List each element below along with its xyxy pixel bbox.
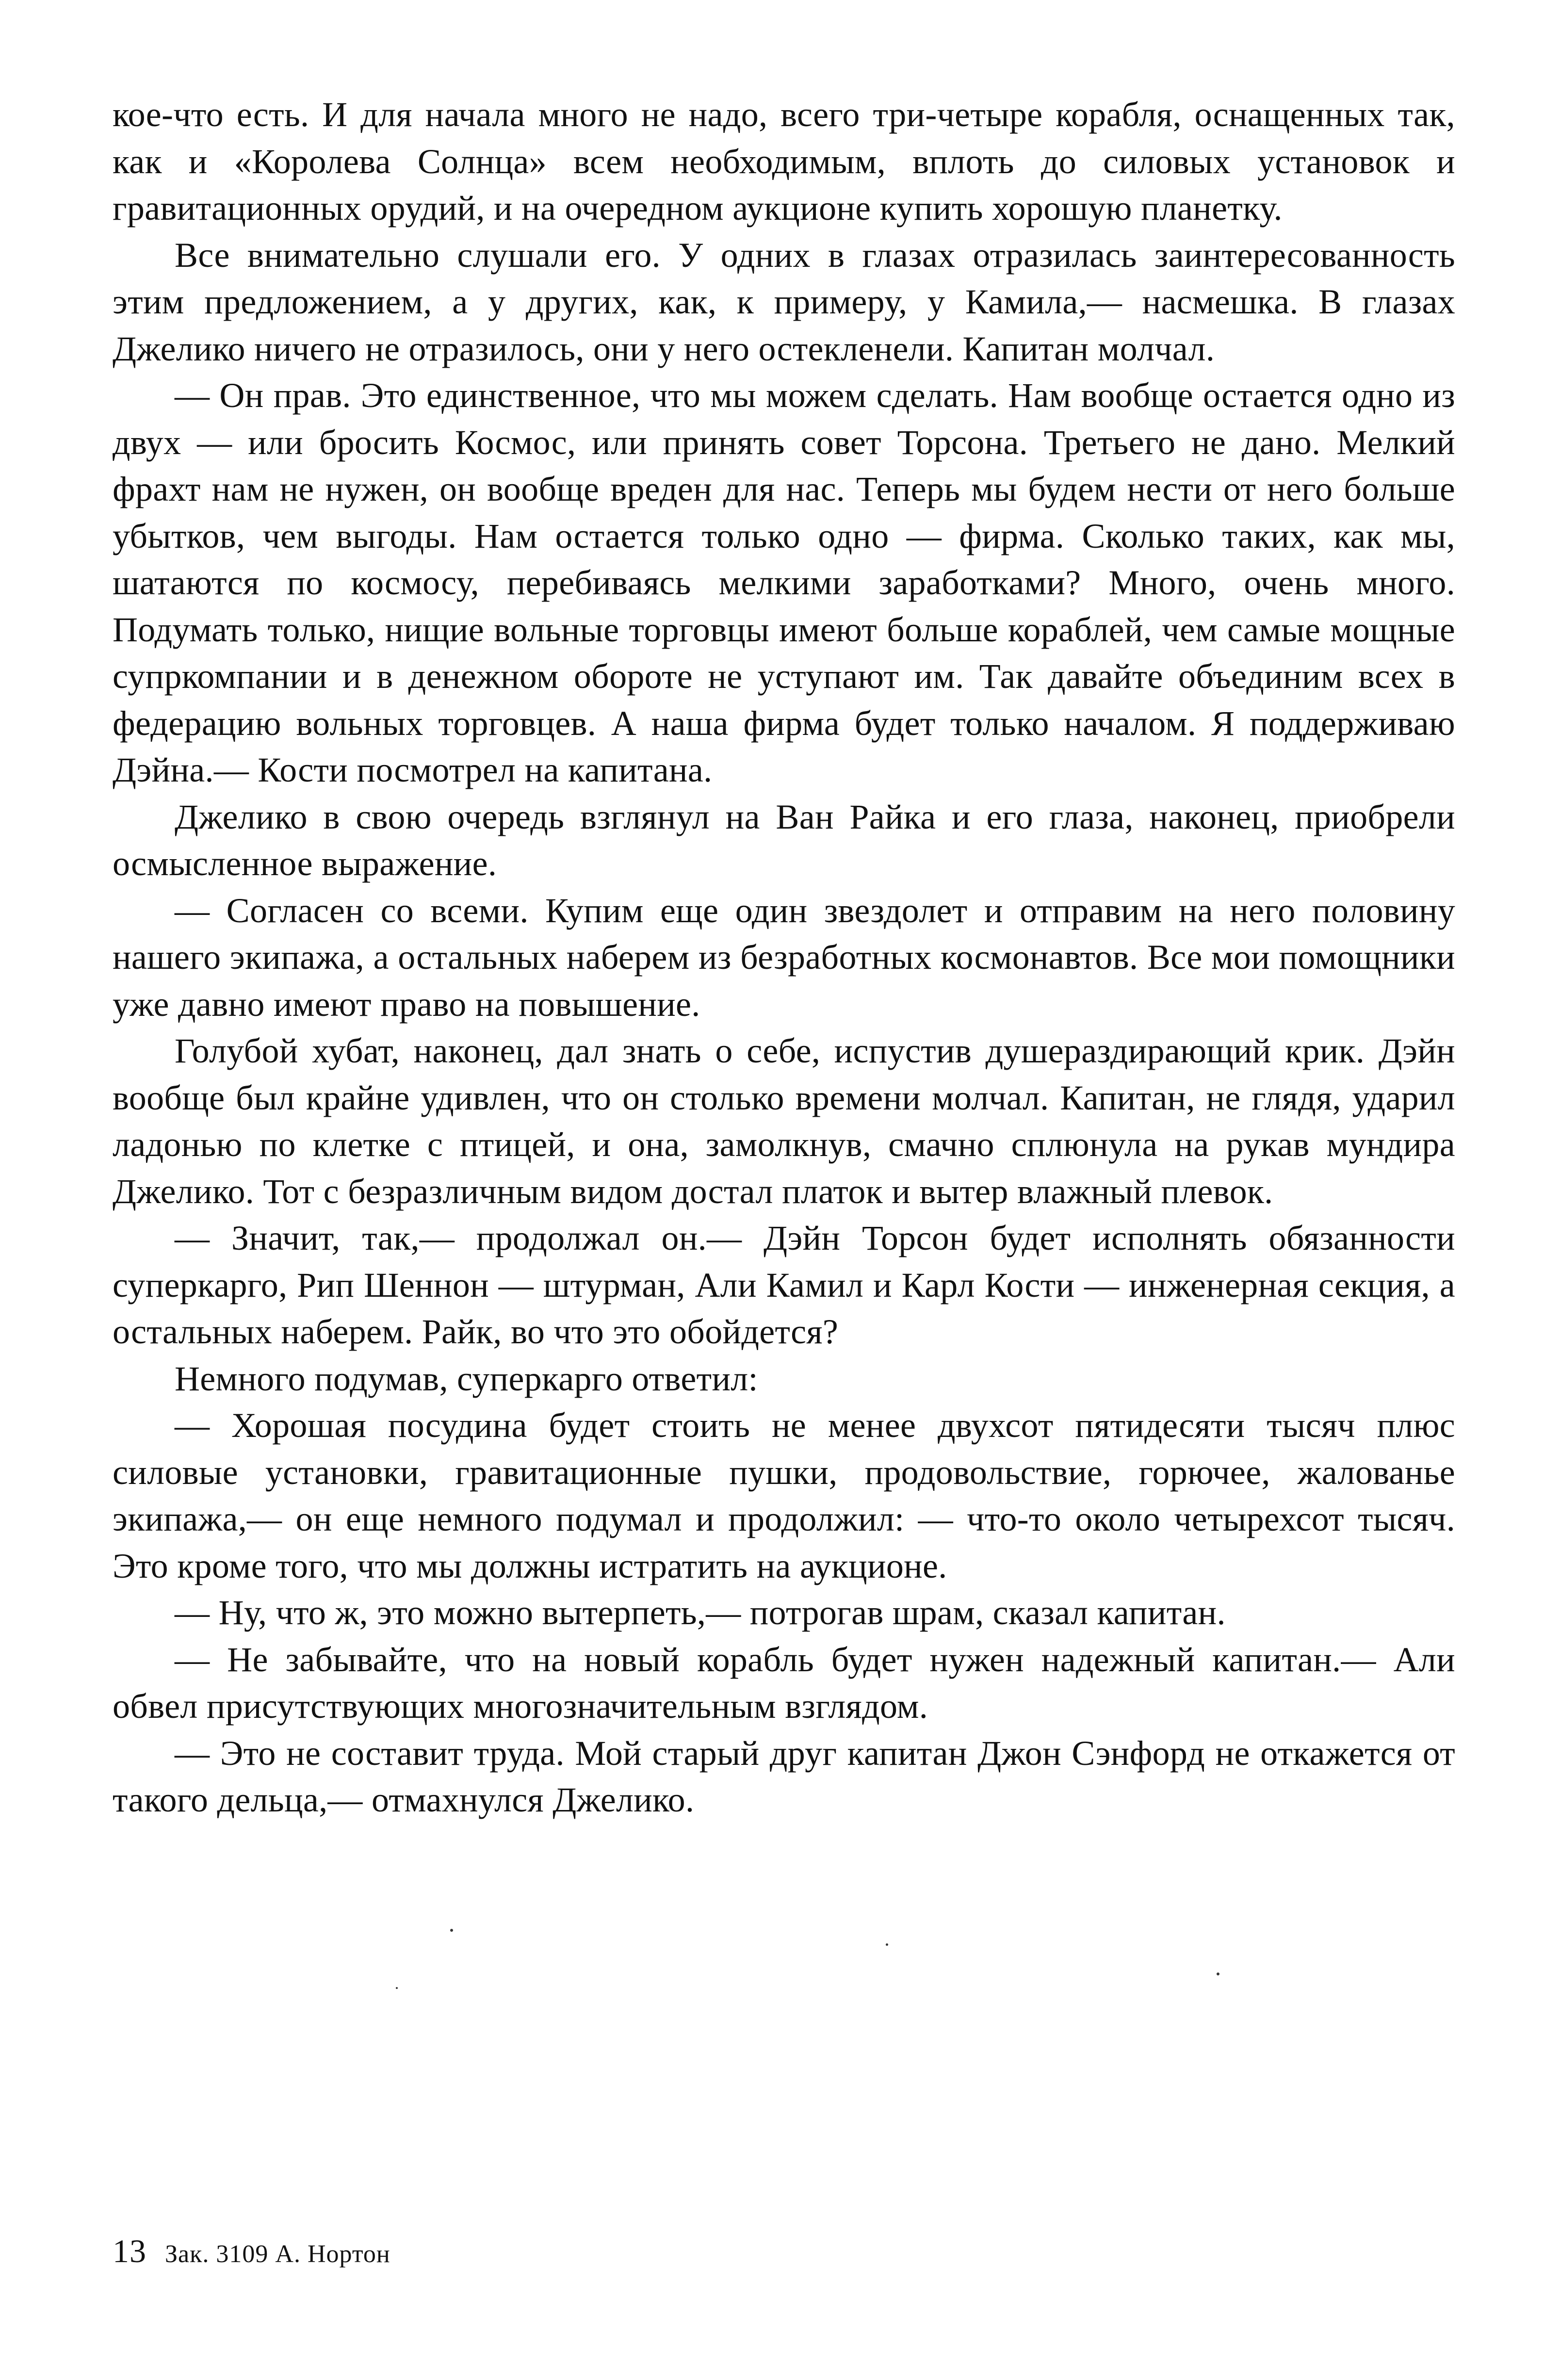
page-footer [113,2233,390,2269]
print-speck [450,1929,453,1932]
print-speck [886,1943,888,1946]
print-speck [396,1987,398,1989]
paragraph: — Не забывайте, что на новый корабль будет нужен надежный капитан.— Али обвел присутствующих многозначительным взглядом. [113,1640,1455,1726]
paragraph: — Значит, так,— продолжал он.— Дэйн Торсон будет исполнять обязанности суперкарго, Рип Шеннон — штурман, Али Камил и Карл Кости — инженерная секция, а остальных наберем. Райк, во что это обойдется? [113,1219,1455,1351]
paragraph: Джелико в свою очередь взглянул на Ван Райка и его глаза, наконец, приобрели осмысленное выражение. [113,797,1455,883]
paragraph: Голубой хубат, наконец, дал знать о себе, испустив душераздирающий крик. Дэйн вообще был крайне удивлен, что он столько времени молчал. Капитан, не глядя, ударил ладонью по клетке с птицей, и она, замолкнув, смачно сплюнула на рукав мундира Джелико. Тот с безразличным видом достал платок и вытер влажный плевок. [113,1031,1455,1211]
paragraph: — Ну, что ж, это можно вытерпеть,— потрогав шрам, сказал капитан. [175,1593,1226,1632]
paragraph: — Он прав. Это единственное, что мы можем сделать. Нам вообще остается одно из двух — или бросить Космос, или принять совет Торсона. Третьего не дано. Мелкий фрахт нам не нужен, он вообще вреден для нас. Теперь мы будем нести от него больше убытков, чем выгоды. Нам остается только одно — фирма. Сколько таких, как мы, шатаются по космосу, перебиваясь мелкими заработками? Много, очень много. Подумать только, нищие вольные торговцы имеют больше кораблей, чем самые мощные супркомпании и в денежном обороте не уступают им. Так давайте объединим всех в федерацию вольных торговцев. А наша фирма будет только началом. Я поддерживаю Дэйна.— Кости посмотрел на капитана. [113,376,1455,789]
paragraph: — Хорошая посудина будет стоить не менее двухсот пятидесяти тысяч плюс силовые установки, гравитационные пушки, продовольствие, горючее, жалованье экипажа,— он еще немного подумал и продолжил: — что-то около четырехсот тысяч. Это кроме того, что мы должны истратить на аукционе. [113,1406,1455,1585]
print-speck [1217,1972,1219,1975]
signature-number: 13 [113,2233,146,2269]
paragraph: Немного подумав, суперкарго ответил: [175,1359,758,1398]
paragraph: Все внимательно слушали его. У одних в глазах отразилась заинтересованность этим предложением, а у других, как, к примеру, у Камила,— насмешка. В глазах Джелико ничего не отразилось, они у него остекленели. Капитан молчал. [113,235,1455,368]
paragraph-continuation: кое-что есть. И для начала много не надо, всего три-четыре корабля, оснащенных так, как и «Королева Солнца» всем необходимым, вплоть до силовых установок и гравитационных орудий, и на очередном аукционе купить хорошую планетку. [113,95,1455,228]
body-text [113,91,1455,1824]
paragraph: — Это не составит труда. Мой старый друг капитан Джон Сэнфорд не откажется от такого дельца,— отмахнулся Джелико. [113,1733,1455,1819]
print-info: Зак. 3109 А. Нортон [165,2240,390,2268]
paragraph: — Согласен со всеми. Купим еще один звездолет и отправим на него половину нашего экипажа, а остальных наберем из безработных космонавтов. Все мои помощники уже давно имеют право на повышение. [113,891,1455,1024]
